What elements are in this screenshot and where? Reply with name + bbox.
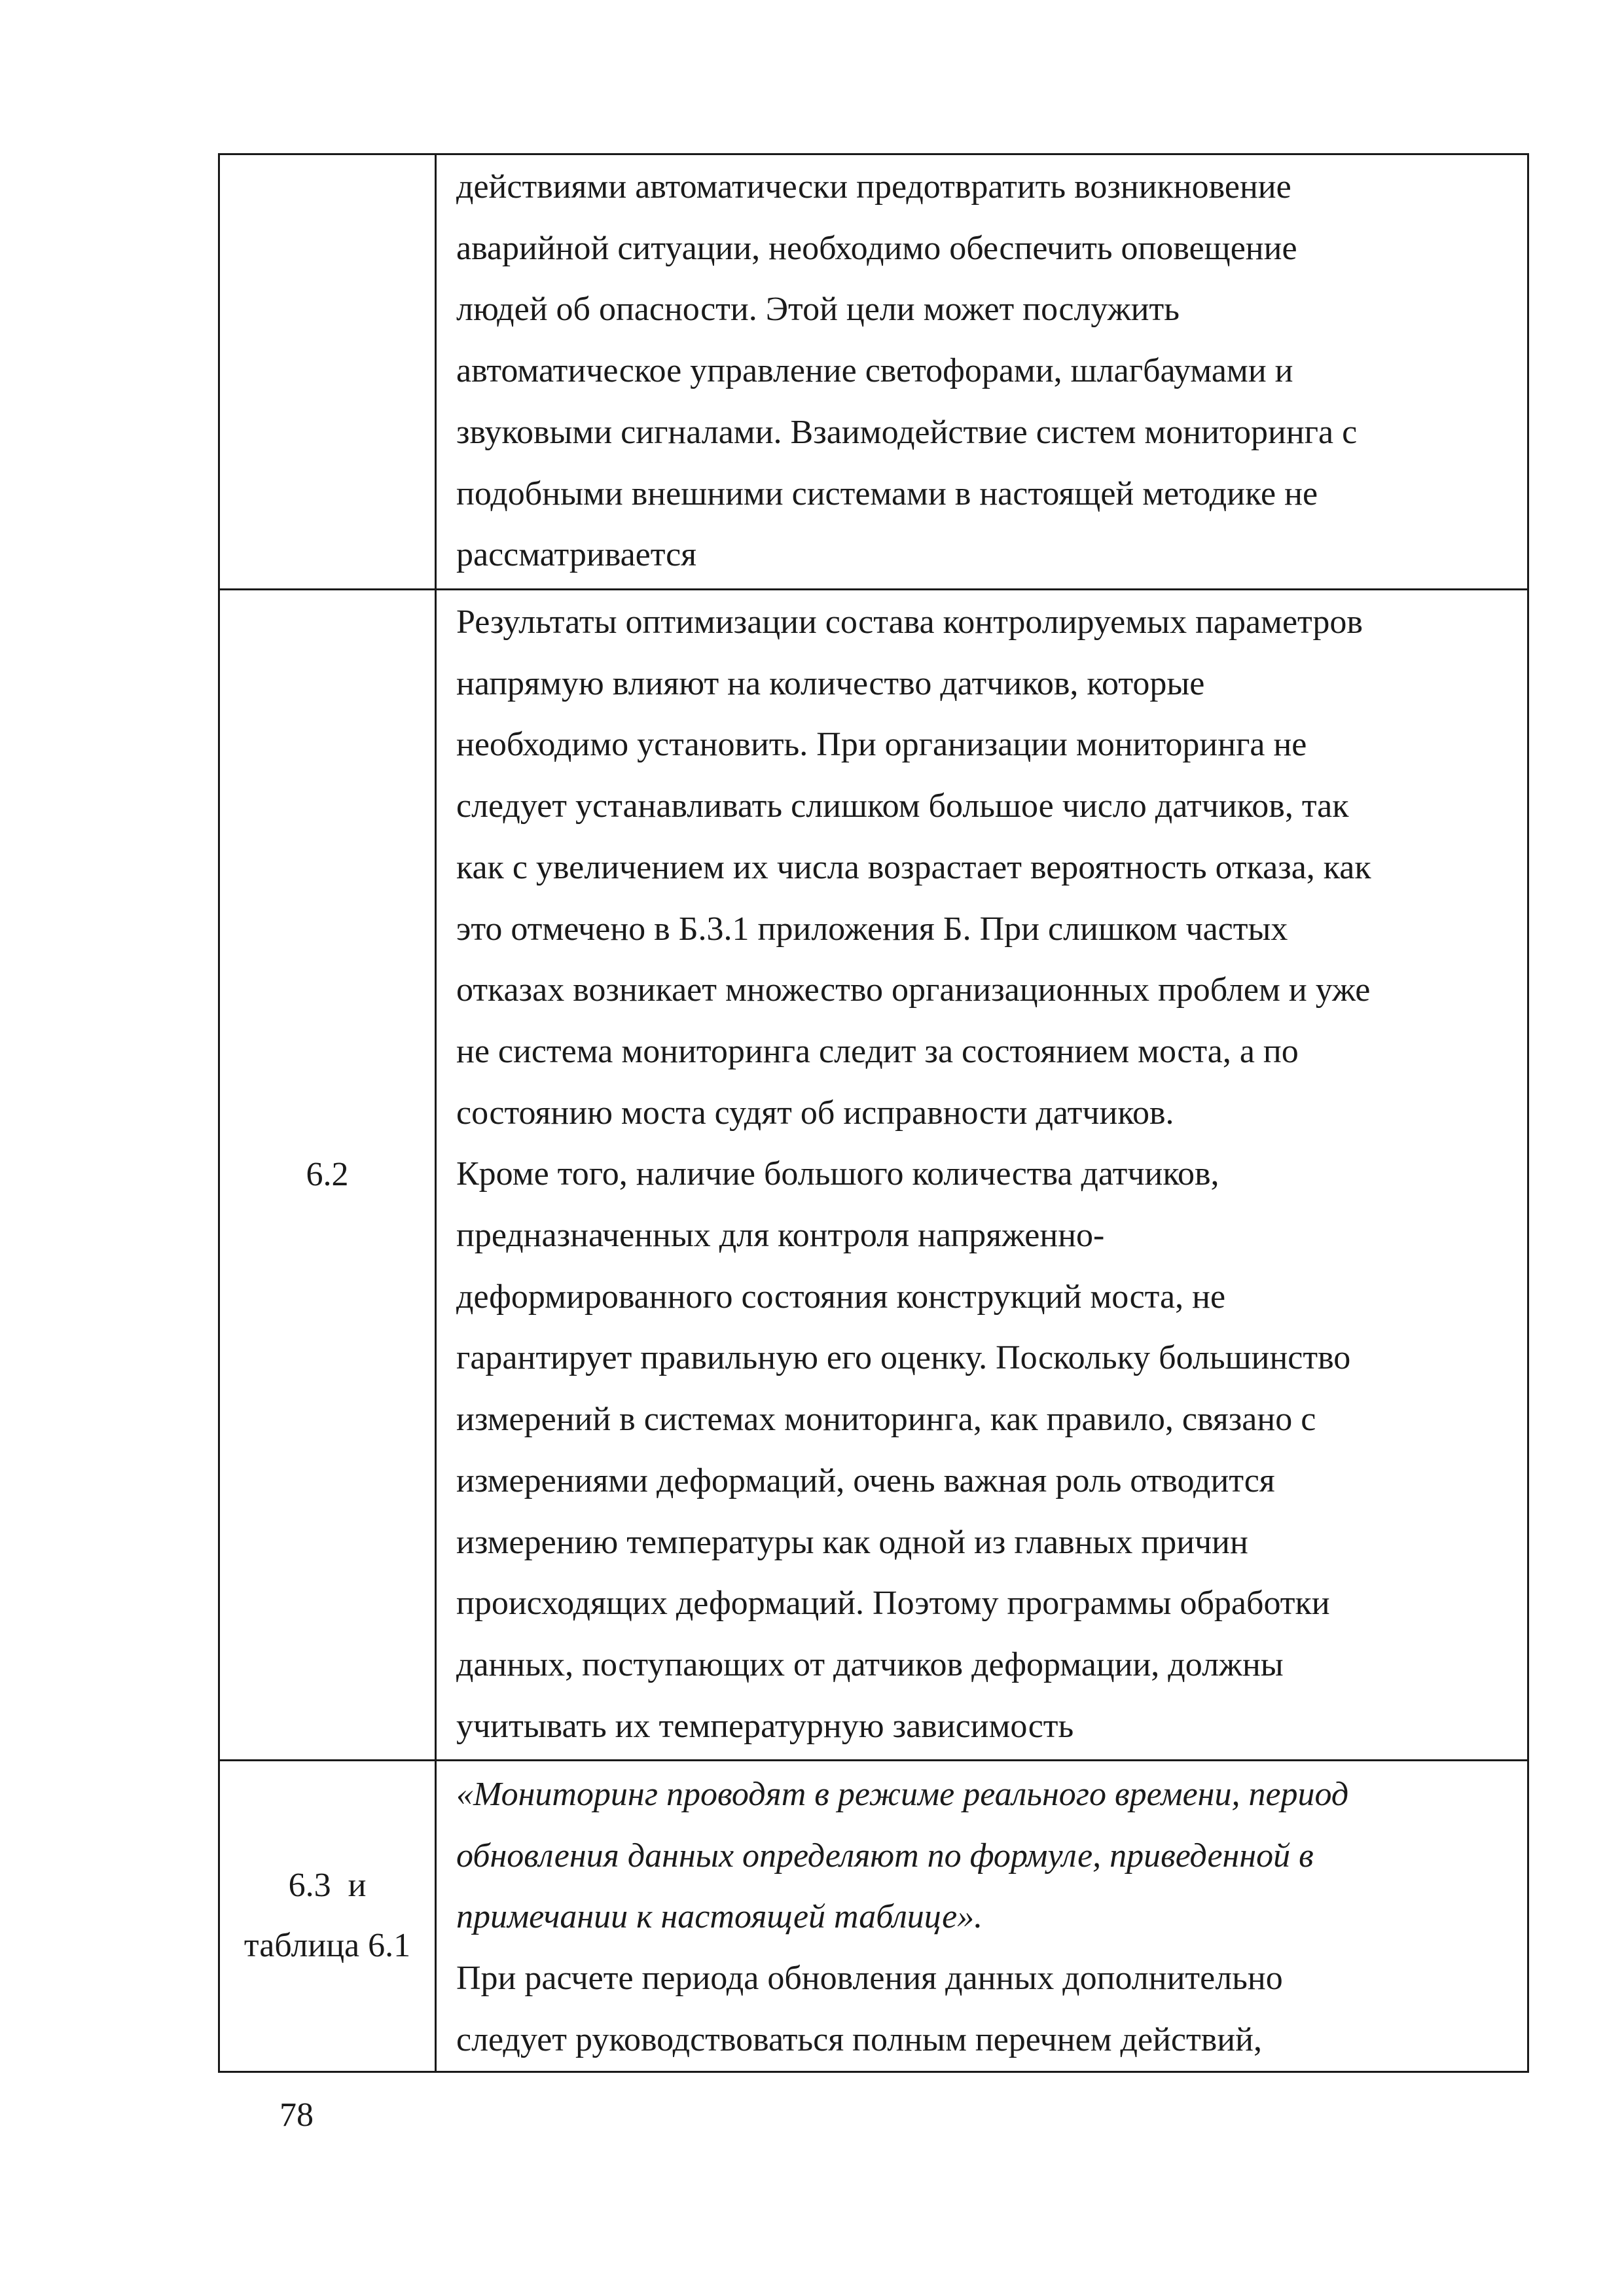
clause-reference-line: 6.3 и xyxy=(288,1867,367,1905)
text-line: состоянию моста судят об исправности датчиков. xyxy=(456,1094,1174,1132)
document-table xyxy=(218,153,1529,2073)
text-line: предназначенных для контроля напряженно- xyxy=(456,1217,1105,1255)
text-line: людей об опасности. Этой цели может послужить xyxy=(456,291,1180,329)
text-line: происходящих деформаций. Поэтому программы обработки xyxy=(456,1585,1330,1623)
text-line: автоматическое управление светофорами, шлагбаумами и xyxy=(456,352,1293,390)
clause-text xyxy=(436,590,1528,1761)
quoted-text-line: обновления данных определяют по формуле, приведенной в xyxy=(456,1837,1314,1874)
page-number: 78 xyxy=(280,2096,314,2134)
text-line: данных, поступающих от датчиков деформации, должны xyxy=(456,1645,1284,1683)
clause-reference xyxy=(219,154,436,590)
clause-reference-line: таблица 6.1 xyxy=(244,1927,411,1965)
text-line: звуковыми сигналами. Взаимодействие систем мониторинга с xyxy=(456,413,1358,451)
clause-reference: 6.2 xyxy=(219,590,436,1761)
text-line: измерениями деформаций, очень важная роль отводится xyxy=(456,1462,1275,1499)
table-row xyxy=(219,154,1528,590)
text-line: Кроме того, наличие большого количества датчиков, xyxy=(456,1155,1219,1193)
quoted-text-line: примечании к настоящей таблице». xyxy=(456,1898,983,1936)
text-line: рассматривается xyxy=(456,536,697,574)
text-line: гарантирует правильную его оценку. Поскольку большинство xyxy=(456,1339,1351,1377)
quoted-text-line: «Мониторинг проводят в режиме реального времени, период xyxy=(456,1776,1349,1813)
text-line: следует устанавливать слишком большое число датчиков, так xyxy=(456,787,1349,825)
clause-text xyxy=(436,1761,1528,2072)
table-row xyxy=(219,1761,1528,2072)
text-line: отказах возникает множество организационных проблем и уже xyxy=(456,971,1371,1009)
text-line: измерению температуры как одной из главных причин xyxy=(456,1523,1248,1561)
text-line: напрямую влияют на количество датчиков, которые xyxy=(456,664,1205,702)
text-line: это отмечено в Б.3.1 приложения Б. При слишком частых xyxy=(456,910,1288,948)
text-line: учитывать их температурную зависимость xyxy=(456,1707,1074,1745)
text-line: аварийной ситуации, необходимо обеспечить оповещение xyxy=(456,229,1297,267)
text-line: деформированного состояния конструкций моста, не xyxy=(456,1278,1226,1316)
text-line: не система мониторинга следит за состоянием моста, а по xyxy=(456,1032,1299,1070)
text-line: действиями автоматически предотвратить возникновение xyxy=(456,168,1291,206)
text-line: как с увеличением их числа возрастает вероятность отказа, как xyxy=(456,848,1371,886)
text-line: измерений в системах мониторинга, как правило, связано с xyxy=(456,1401,1316,1439)
text-line: необходимо установить. При организации мониторинга не xyxy=(456,726,1307,764)
table-row xyxy=(219,590,1528,1761)
clause-reference xyxy=(219,1761,436,2072)
text-line: следует руководствоваться полным перечнем действий, xyxy=(456,2020,1262,2058)
text-line: подобными внешними системами в настоящей методике не xyxy=(456,475,1318,512)
text-line: Результаты оптимизации состава контролируемых параметров xyxy=(456,603,1363,641)
text-line: При расчете периода обновления данных дополнительно xyxy=(456,1960,1283,1998)
clause-text xyxy=(436,154,1528,590)
